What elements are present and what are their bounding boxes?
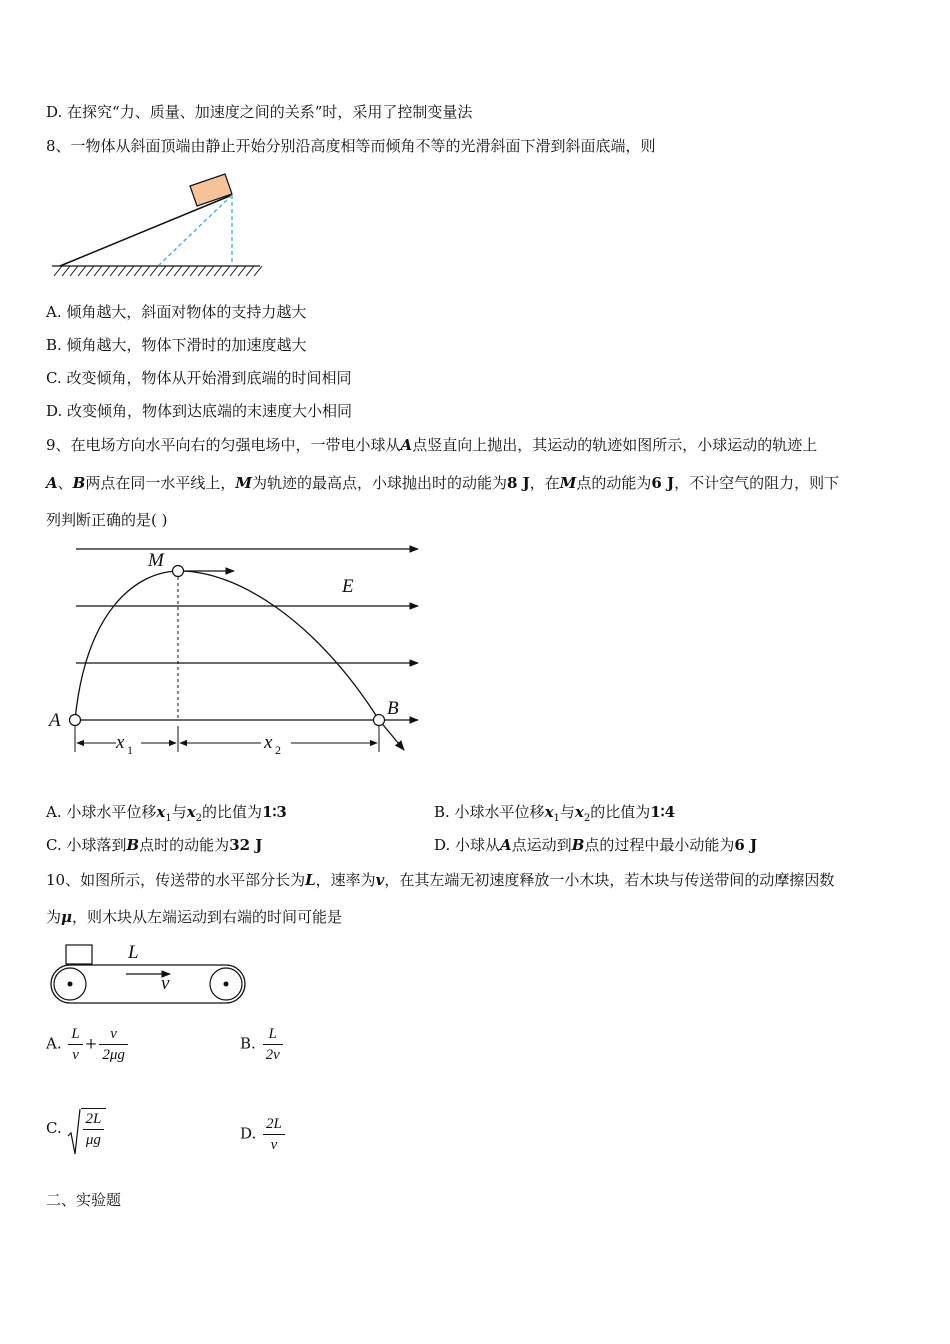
incline-line — [60, 195, 232, 266]
q9-opt-d-text3: 点的过程中最小动能为 — [584, 836, 735, 854]
q9-option-d — [434, 835, 757, 855]
label-x2: x — [264, 732, 273, 753]
q9-opt-b-x1: x — [544, 803, 554, 821]
q9-var-m2: M — [559, 474, 577, 492]
q9-var-a: A — [46, 474, 58, 492]
q10-stem-line1 — [46, 870, 834, 890]
q9-opt-d-text1: D. 小球从 — [434, 836, 501, 854]
q9-text4: 点的动能为 — [576, 474, 652, 492]
q9-opt-c-energy: 32 J — [229, 836, 263, 854]
q8-option-b: B. 倾角越大，物体下滑时的加速度越大 — [46, 336, 307, 354]
point-a — [70, 715, 81, 726]
label-e: E — [342, 576, 354, 597]
label-x1-sub: 1 — [127, 743, 133, 757]
q9-energy-2: 6 J — [651, 474, 675, 492]
q9-opt-a-text3: 的比值为 — [202, 803, 263, 821]
q9-opt-a-ratio: 1∶3 — [262, 803, 287, 821]
q10-line2-2: ，则木块从左端运动到右端的时间可能是 — [72, 908, 343, 926]
q10-var-mu: μ — [61, 908, 72, 926]
q9-opt-a-text2: 与 — [171, 803, 187, 821]
q10-option-a — [46, 1024, 130, 1065]
frac2-num: v — [99, 1024, 128, 1045]
q9-sep: 、 — [57, 474, 73, 492]
q10-opt-d-frac — [263, 1114, 285, 1155]
radical-sign-icon — [67, 1108, 81, 1156]
q9-var-b: B — [72, 474, 86, 492]
label-m: M — [148, 550, 164, 571]
q10-opt-d-label: D. — [240, 1124, 257, 1143]
belt-label-l: L — [128, 942, 139, 963]
frac-den: μg — [85, 1132, 101, 1148]
wooden-block — [66, 945, 92, 964]
conveyor-belt — [51, 965, 245, 1003]
q10-stem-3: ，在其左端无初速度释放一小木块，若木块与传送带间的动摩擦因数 — [384, 871, 835, 889]
q9-opt-d-a: A — [500, 836, 512, 854]
q9-opt-c-text1: C. 小球落到 — [46, 836, 127, 854]
q9-opt-b-ratio: 1∶4 — [650, 803, 676, 821]
label-a: A — [49, 710, 61, 731]
q10-stem-line2 — [46, 907, 342, 927]
q10-option-b — [240, 1024, 285, 1065]
q9-opt-c-b: B — [126, 836, 140, 854]
q10-opt-b-frac — [263, 1024, 283, 1065]
q9-opt-b-text3: 的比值为 — [590, 803, 651, 821]
q9-opt-c-text2: 点时的动能为 — [139, 836, 230, 854]
q9-stem-line2 — [46, 473, 839, 493]
label-x1: x — [116, 732, 125, 753]
q10-opt-c-label: C. — [46, 1119, 62, 1137]
q10-var-l: L — [305, 871, 316, 889]
q9-opt-a-x1: x — [156, 803, 166, 821]
q9-trajectory-figure — [46, 540, 436, 770]
q9-opt-b-sub1: 1 — [553, 813, 560, 824]
q10-opt-a-frac2 — [99, 1024, 128, 1065]
label-x2-sub: 2 — [275, 743, 281, 757]
q9-opt-a-text1: A. 小球水平位移 — [46, 803, 157, 821]
q9-opt-d-energy: 6 J — [734, 836, 758, 854]
q9-opt-d-text2: 点运动到 — [511, 836, 572, 854]
q9-opt-a-sub1: 1 — [165, 813, 172, 824]
q9-opt-b-x2: x — [574, 803, 584, 821]
q10-option-d — [240, 1114, 287, 1155]
q9-text5: ，不计空气的阻力，则下 — [674, 474, 840, 492]
ground-hatch — [54, 266, 262, 276]
q9-opt-a-sub2: 2 — [195, 813, 203, 824]
field-lines — [76, 549, 418, 720]
q9-stem-line1 — [46, 435, 817, 455]
trajectory-curve — [75, 571, 404, 750]
frac-num: 2L — [263, 1114, 285, 1135]
section-heading: 二、实验题 — [46, 1191, 122, 1209]
frac-den: v — [270, 1137, 278, 1153]
q8-option-c: C. 改变倾角，物体从开始滑到底端的时间相同 — [46, 369, 352, 387]
q8-incline-figure — [46, 166, 266, 282]
q10-line2-1: 为 — [46, 908, 62, 926]
point-b — [374, 715, 385, 726]
q10-opt-a-frac1 — [68, 1024, 82, 1065]
q9-energy-1: 8 J — [506, 474, 530, 492]
q9-text2: 为轨迹的最高点，小球抛出时的动能为 — [251, 474, 507, 492]
frac2-den: 2μg — [102, 1047, 125, 1063]
q9-option-b — [434, 802, 675, 829]
q9-var-m: M — [235, 474, 252, 492]
left-roller-axle — [68, 982, 73, 987]
frac-den: 2v — [265, 1047, 280, 1063]
sqrt-radical — [67, 1108, 107, 1150]
q9-stem-1: 9、在电场方向水平向右的匀强电场中，一带电小球从 — [46, 436, 401, 454]
right-roller-axle — [224, 982, 229, 987]
q9-opt-d-b: B — [571, 836, 585, 854]
q10-conveyor-figure — [46, 938, 250, 1008]
steep-incline-dashed — [158, 195, 232, 266]
q10-opt-c-frac — [83, 1109, 105, 1150]
q9-text3: ，在 — [529, 474, 560, 492]
q10-opt-a-plus: + — [84, 1034, 98, 1053]
q10-opt-b-label: B. — [240, 1034, 256, 1053]
q9-stem-line3: 列判断正确的是( ) — [46, 511, 168, 529]
q9-opt-b-text2: 与 — [559, 803, 575, 821]
frac1-den: v — [72, 1047, 79, 1063]
q10-stem-2: ，速率为 — [315, 871, 376, 889]
q9-text1: 两点在同一水平线上， — [85, 474, 236, 492]
q10-option-c — [46, 1108, 106, 1150]
q10-opt-a-label: A. — [46, 1034, 62, 1053]
q9-option-a — [46, 802, 287, 829]
q9-stem-2: 点竖直向上抛出，其运动的轨迹如图所示，小球运动的轨迹上 — [412, 436, 818, 454]
q7-option-d: D. 在探究“力、质量、加速度之间的关系”时，采用了控制变量法 — [46, 103, 473, 121]
frac1-num: L — [68, 1024, 82, 1045]
frac-num: 2L — [83, 1109, 105, 1130]
q10-stem-1: 10、如图所示，传送带的水平部分长为 — [46, 871, 306, 889]
q9-option-c — [46, 835, 262, 855]
label-b: B — [387, 698, 399, 719]
point-m — [173, 566, 184, 577]
q9-opt-a-x2: x — [186, 803, 196, 821]
q9-opt-b-sub2: 2 — [583, 813, 591, 824]
q8-stem: 8、一物体从斜面顶端由静止开始分别沿高度相等而倾角不等的光滑斜面下滑到斜面底端，则 — [46, 137, 656, 155]
belt-label-v: v — [161, 973, 170, 994]
q8-option-a: A. 倾角越大，斜面对物体的支持力越大 — [46, 303, 307, 321]
frac-num: L — [263, 1024, 283, 1045]
q8-option-d: D. 改变倾角，物体到达底端的末速度大小相同 — [46, 402, 353, 420]
q10-var-v: v — [375, 871, 385, 889]
q9-point-a: A — [400, 436, 413, 454]
q9-opt-b-text1: B. 小球水平位移 — [434, 803, 545, 821]
